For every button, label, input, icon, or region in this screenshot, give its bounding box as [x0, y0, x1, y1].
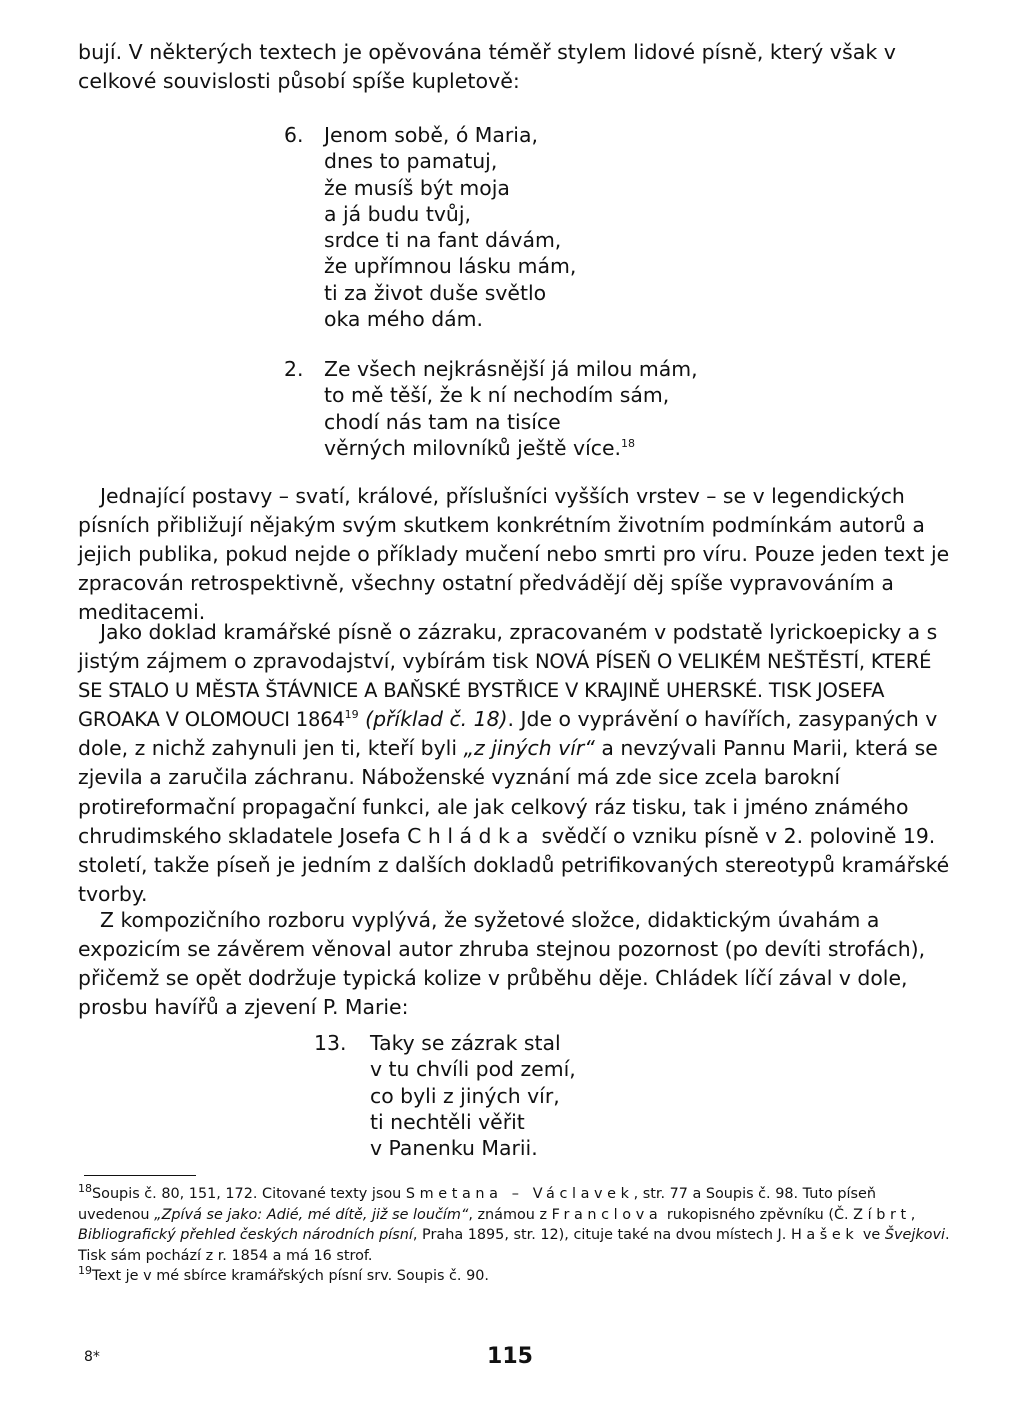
intro-paragraph: bují. V některých textech je opěvována téměř stylem lidové písně, který však v celkové souvislosti působí spíše kupletově: [78, 40, 896, 94]
para-text: svědčí o vzniku písně v 2. polovině 19. století, takže píseň je jedním z dalších dokladů petrifikovaných stereotypů kramářské tvorby. [78, 823, 950, 906]
verse-line: ti nechtěli věřit [370, 1109, 525, 1134]
example-reference: (příklad č. 18) [365, 707, 508, 732]
verse-line: že musíš být moja [324, 175, 510, 200]
svejk-title: Švejkovi [884, 1227, 945, 1244]
verse-line: oka mého dám. [324, 307, 483, 332]
footnote-18 [78, 1184, 952, 1266]
footnote-text: , str. 77 a Soupis č. 98. Tuto píseň uvedenou [78, 1186, 877, 1223]
footnote-number: 19 [78, 1264, 92, 1278]
verse-line: v Panenku Marii. [370, 1136, 538, 1161]
footnote-text: Text je v mé sbírce kramářských písní srv. Soupis č. 90. [92, 1268, 489, 1285]
verse-line: v tu chvíli pod zemí, [370, 1057, 576, 1082]
hasek-name: Hašek [790, 1227, 859, 1244]
book-title: Bibliografický přehled českých národních písní [78, 1227, 413, 1244]
page-number: 115 [487, 1344, 533, 1369]
francl-name: Franclova [551, 1206, 663, 1223]
footnote-text: ve [858, 1227, 885, 1244]
verse-line: že upřímnou lásku mám, [324, 254, 577, 279]
footnote-text: , [910, 1206, 916, 1223]
para-text: Jako doklad kramářské písně o zázraku, zpracovaném v podstatě lyrickoepicky a s jistým zájmem o zpravodajství, vybírám tisk [78, 620, 938, 674]
stanza-number: 6. [284, 123, 304, 147]
footnote-text: , známou z [468, 1206, 552, 1223]
quoted-phrase: „z jiných vír“ [463, 736, 595, 761]
verse-line: a já budu tvůj, [324, 201, 471, 226]
stanza-number: 13. [314, 1031, 347, 1055]
verse-line: co byli z jiných vír, [370, 1083, 560, 1108]
verse-line: Jenom sobě, ó Maria, [324, 123, 538, 147]
tune-quote: „Zpívá se jako: Adié, mé dítě, již se loučím“ [154, 1206, 469, 1223]
para-text: a nevzývali Pannu Marii, která se zjevila a zaručila záchranu. Náboženské vyznání má zde sice zcela barokní protireformační propagační funkci, ale jak celkový ráz tisku, tak i jméno známého chrudimského skladatele Josefa [78, 736, 938, 848]
footnote-text: . Tisk sám pochází z r. 1854 a má 16 strof. [78, 1227, 950, 1264]
para-text: . Jde o vyprávění o havířích, zasypaných v dole, z nichž zahynuli jen ti, kteří byli [78, 707, 938, 761]
verse-line: věrných milovníků ještě více. [324, 435, 621, 460]
footnote-text: Soupis č. 80, 151, 172. Citované texty jsou [92, 1186, 406, 1202]
footnote-divider [84, 1175, 196, 1176]
printer-signature: 8* [84, 1349, 100, 1365]
verse-stanza-13 [314, 1030, 576, 1161]
footnote-text: rukopisného zpěvníku (Č. [662, 1206, 854, 1223]
verse-line: Ze všech nejkrásnější já milou mám, [324, 357, 698, 381]
zibrt-name: Zíbrt [853, 1206, 911, 1223]
footnote-19 [78, 1266, 952, 1287]
verse-line: Taky se zázrak stal [370, 1031, 561, 1055]
composer-name: Chládka [407, 823, 536, 848]
footnote-mark-18: 18 [620, 437, 635, 451]
author-names: Smetana – Václavek [405, 1186, 634, 1202]
footnote-number: 18 [78, 1182, 92, 1196]
footnote-text: , Praha 1895, str. 12), cituje také na dvou místech J. [412, 1227, 791, 1244]
verse-line: dnes to pamatuj, [324, 149, 498, 174]
body-paragraph-3: Z kompozičního rozboru vyplývá, že syžetové složce, didaktickým úvahám a expozicím se závěrem věnoval autor zhruba stejnou pozornost (po devíti strofách), přičemž se opět dodržuje typická kolize v průběhu děje. Chládek líčí zával v dole, prosbu havířů a zjevení P. Marie: [78, 908, 926, 1020]
print-title: NOVÁ PÍSEŇ O VELIKÉM NEŠTĚSTÍ, KTERÉ SE STALO U MĚSTA ŠTÁVNICE A BAŇSKÉ BYSTŘICE V KRAJINĚ UHERSKÉ. TISK JOSEFA GROAKA V OLOMOUCI 1864 [78, 650, 932, 732]
verse-line: chodí nás tam na tisíce [324, 409, 561, 434]
verse-line: to mě těší, že k ní nechodím sám, [324, 383, 670, 408]
footnote-mark-19: 19 [344, 708, 359, 722]
body-paragraph-2 [78, 618, 952, 909]
stanza-number: 2. [284, 357, 304, 381]
footnotes [78, 1184, 952, 1287]
verse-stanza-2 [284, 356, 698, 461]
body-paragraph-1: Jednající postavy – svatí, králové, příslušníci vyšších vrstev – se v legendických písních přibližují nějakým svým skutkem konkrétním životním podmínkám autorů a jejich publika, pokud nejde o příklady mučení nebo smrti pro víru. Pouze jeden text je zpracován retrospektivně, všechny ostatní předvádějí děj spíše vypravováním a meditacemi. [78, 484, 950, 625]
verse-line: srdce ti na fant dávám, [324, 228, 562, 253]
verse-stanza-6 [284, 122, 576, 332]
verse-line: ti za život duše světlo [324, 280, 547, 305]
